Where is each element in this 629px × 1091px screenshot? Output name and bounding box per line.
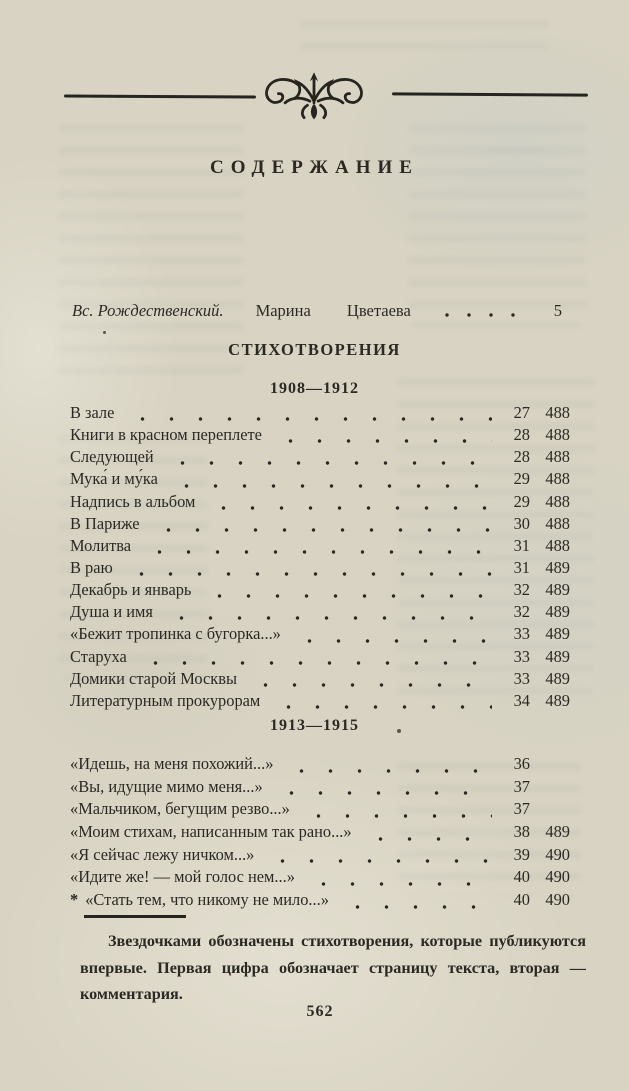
header-rule-left [64,94,256,98]
dot-leader [205,497,492,514]
toc-row [70,691,570,713]
dot-leader [164,452,492,469]
dot-leader [362,828,492,845]
toc-comment-page: 490 [545,890,570,910]
toc-entry-title: Декабрь и январь [70,580,192,600]
toc-comment-page: 488 [545,469,570,489]
dot-leader [141,541,492,558]
intro-entry-row [72,301,562,321]
toc-comment-page: 489 [545,646,570,666]
toc-text-page: 28 [513,447,530,467]
toc-comment-page: 489 [545,602,570,622]
dot-leader [270,696,492,713]
toc-text-page: 31 [513,557,530,577]
toc-row [70,669,570,691]
toc-row [70,754,570,777]
toc-text-page: 36 [513,754,530,773]
dot-leader [264,850,492,867]
years-heading-1913-1915: 1913—1915 [270,717,359,734]
toc-row [70,799,570,822]
years-heading-1908-1912: 1908—1912 [270,380,359,397]
toc-comment-page: 489 [545,668,570,688]
toc-comment-page: 489 [545,822,570,842]
dot-leader [168,475,492,492]
toc-row [70,867,570,890]
dot-leader [137,652,492,669]
section-heading: СТИХОТВОРЕНИЯ [228,340,401,359]
page-ref: 5 [553,301,562,320]
toc-entry-title: «Мальчиком, бегущим резво...» [70,799,290,819]
toc-row [70,469,570,491]
footnote-divider [84,915,186,918]
toc-entry-title: «Моим стихам, написанным так рано...» [70,822,352,842]
toc-entry-title: Домики старой Москвы [70,668,237,688]
toc-entry-title: Литературным прокурорам [70,690,261,710]
toc-row [70,777,570,800]
dot-leader [305,873,492,890]
fleuron-ornament-icon [252,68,376,126]
toc-comment-page: 488 [545,491,570,511]
toc-comment-page: 489 [545,580,570,600]
dot-leader [124,408,492,425]
toc-entry-title: «Вы, идущие мимо меня...» [70,776,263,796]
show-through-smudge [300,14,550,54]
toc-text-page: 31 [513,535,530,555]
toc-row [70,624,570,646]
folio-page-number: 562 [306,1003,334,1020]
toc-text-page: 40 [513,890,530,910]
author-name: Вс. Рождественский. [72,301,224,320]
work-title: Марина Цветаева [255,301,411,320]
dot-leader [150,519,493,536]
toc-list-1908-1912 [70,403,570,713]
toc-text-page: 32 [513,580,530,600]
dot-leader [339,896,492,913]
toc-entry-title: Следующей [70,447,154,467]
toc-entry-title: Молитва [70,535,132,555]
toc-row [70,447,570,469]
toc-text-page: 33 [513,668,530,688]
toc-text-page: 40 [513,867,530,887]
toc-row [70,558,570,580]
toc-comment-page: 488 [545,535,570,555]
toc-comment-page: 489 [545,557,570,577]
toc-text-page: 37 [513,776,530,796]
toc-row [70,890,570,913]
toc-row [70,492,570,514]
dot-leader [272,430,492,447]
page-title: СОДЕРЖАНИЕ [210,157,419,178]
dot-leader [123,563,492,580]
dot-leader [432,304,528,321]
toc-row [70,403,570,425]
dot-leader [247,674,492,691]
dot-leader [163,607,492,624]
toc-entry-title: В раю [70,557,113,577]
paper-speck [103,331,106,334]
toc-row [70,536,570,558]
toc-text-page: 27 [513,403,530,422]
toc-comment-page: 490 [545,844,570,864]
toc-entry-title: Книги в красном переплете [70,425,262,445]
toc-entry-title: «Идите же! — мой голос нем...» [70,867,295,887]
show-through-smudge [408,118,586,328]
paper-speck [397,729,401,733]
toc-entry-title: «Бежит тропинка с бугорка...» [70,624,281,644]
toc-text-page: 30 [513,513,530,533]
toc-entry-title: «Идешь, на меня похожий...» [70,754,274,773]
header-rule-right [392,92,588,96]
toc-entry-title: Душа и имя [70,602,153,622]
toc-text-page: 32 [513,602,530,622]
toc-text-page: 29 [513,491,530,511]
toc-entry-title: Надпись в альбом [70,491,196,511]
dot-leader [273,782,492,799]
toc-comment-page: 488 [545,403,570,422]
toc-row [70,514,570,536]
footnote-text: Звездочками обозначены стихотворения, которые публикуются впервые. Первая цифра обозначает страницу текста, вторая — комментария. [80,932,586,1004]
toc-row [70,580,570,602]
toc-row [70,845,570,868]
toc-row [70,602,570,624]
dot-leader [201,585,492,602]
toc-row [70,425,570,447]
toc-text-page: 37 [513,799,530,819]
toc-comment-page: 488 [545,513,570,533]
first-publication-asterisk: * [70,890,79,910]
toc-text-page: 34 [513,690,530,710]
toc-text-page: 33 [513,646,530,666]
toc-entry-title: Мука́ и му́ка [70,469,158,489]
toc-entry-title: «Стать тем, что никому не мило...» [85,890,329,910]
toc-text-page: 39 [513,844,530,864]
dot-leader [291,630,492,647]
toc-text-page: 33 [513,624,530,644]
toc-entry-title: «Я сейчас лежу ничком...» [70,844,255,864]
toc-row [70,647,570,669]
toc-entry-title: В Париже [70,513,140,533]
toc-entry-title: Старуха [70,646,127,666]
toc-comment-page: 490 [545,867,570,887]
toc-text-page: 38 [513,822,530,842]
toc-comment-page: 489 [545,624,570,644]
dot-leader [300,805,492,822]
toc-text-page: 29 [513,469,530,489]
dot-leader [283,760,492,777]
toc-comment-page: 488 [545,425,570,445]
toc-row [70,822,570,845]
toc-text-page: 28 [513,425,530,445]
toc-comment-page: 489 [545,690,570,710]
toc-list-1913-1915 [70,754,570,913]
toc-comment-page: 488 [545,447,570,467]
toc-entry-title: В зале [70,403,115,422]
